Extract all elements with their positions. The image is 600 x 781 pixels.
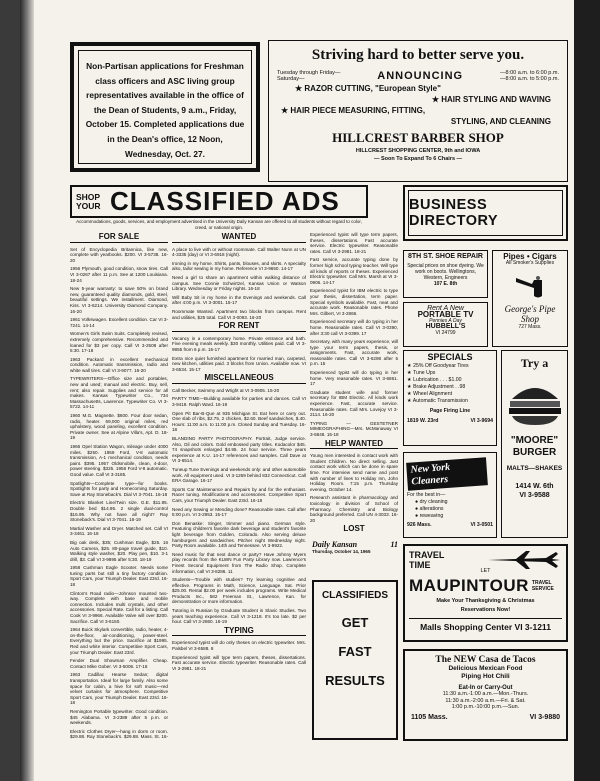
moore-phone: VI 3-9588: [519, 492, 550, 499]
typing-ad: Secretary, with many years experience, will type your term papers, thesis, or assignments. Fast, accurate work, reasonable rates. Call VI 3-6298 after 5 p.m. 15: [310, 339, 398, 367]
typing-heading: TYPING: [172, 628, 306, 637]
moore-address: 1414 W. 6th: [515, 483, 554, 490]
help-wanted-ad: Young men interested in contact work with Student Children. No direct selling. Just contact work which can be done in spare time. For interview send name and post with number of lines to Holiday Inn, John Holiday Room. 7:15 p.m. Thursday evening, October 14.: [310, 453, 398, 492]
for-sale-ad: Set of Encyclopedia Britannica, like new, complete with yearbooks. $200. VI 3-5738. 16-20: [70, 246, 168, 263]
hillcrest-days-2: Saturday—: [277, 76, 305, 82]
for-sale-ad: 1960 M.G. Magnette. $600. Four door sedan, radio, heater. 69,000 original miles, red upholstery, wood paneling, excellent condition. Private owner. See at Alpine Villa's, Apt. D. 18-19: [70, 413, 168, 441]
for-sale-ad: 1958 Cushman Eagle Scooter. Needs some tuning parts but still a tiny factory condition. Sport Cars, your Triumph Dealer. East 23rd. 16-18: [70, 565, 168, 588]
newspaper-page: [34, 0, 574, 781]
rent-tv-line-3: Pennies A Day: [429, 318, 462, 324]
misc-ad: Need music for that next dance or party? Have Johnny Myers play records from the KLWN Fun Party Library now. Lawrence's Finest Second Equipment from The Radio Shop. Complete information, call VI 3-8286. 11: [172, 551, 306, 574]
travel-location: Malls Shopping Center VI 3-1211: [409, 618, 562, 632]
maupintour-service: TRAVEL SERVICE: [531, 580, 554, 592]
misc-ad: Students—Trouble with studies? Try learning cognitive and effective. Programs in Math, Science, Language. Sat. Prior $25.00. Rental $2.00 per week includes programs. Write Medical Products Inc., 582 Freeman St., Lawrence, Kan. for demonstration or more information.: [172, 577, 306, 605]
business-directory-header: [403, 185, 568, 241]
for-sale-ad: Women's Girls Swim Suits. Completely revised, extremely comprehensive. Recommended and loaned for $3 per copy. Call VI 3-2508 after 5:30. 17-18: [70, 331, 168, 354]
cleaners-phone: VI 3-0501: [470, 522, 493, 528]
tacos-line-1: Delicious Mexican Food: [448, 665, 523, 672]
travel-line-1: Make Your Thanksgiving & Christmas: [436, 598, 535, 604]
airplane-icon: [486, 550, 562, 570]
typing-ad: Experienced typist will do typing in her home. Very reasonable rates. VI 3-6861. 17: [310, 370, 398, 387]
misc-ad: BLANDING PARTY PHOTOGRAPHY. Portrait, Judge service. Also, Oil and colors. Gold embossed party titles. Kodacolor $45. 74 snapshots enlarged $4.95. 24 hour service. Three years experience at K.U. 14-17 references and samples. Call Dave at VI 3-6514.: [172, 436, 306, 464]
for-sale-ad: New 5-year warranty: to save 50% on brand new, guaranteed quality diamonds, gold, steel, beautiful settings. We installment. Diamond, Kiss. VI 3-6214. University Diamond Company. 16-20: [70, 286, 168, 314]
hillcrest-days-1: Tuesday through Friday—: [277, 70, 341, 76]
specials-item: ★ Automatic Transmission: [407, 398, 468, 404]
hillcrest-hours-2: —8:00 a.m. to 5:00 p.m.: [499, 76, 559, 82]
typing-ad: Graduate student wife and former secretary for IBM Electric. All kinds work experience. Fast, accurate service. Reasonable rates. Call Mrs. Lovejoy VI 3-2114. 16-20: [310, 389, 398, 418]
hillcrest-announcing: ANNOUNCING: [377, 70, 464, 82]
tacos-phone: VI 3-9880: [529, 713, 560, 721]
burger-icon: [506, 377, 564, 429]
for-sale-heading: FOR SALE: [70, 234, 168, 243]
rent-tv-line-1: Rent A New: [427, 305, 464, 312]
travel-line-2: Reservations Now!: [460, 606, 511, 613]
moore-try: Try a: [520, 356, 549, 370]
business-directory-title: BUSINESS DIRECTORY: [408, 190, 563, 236]
wanted-column: [172, 232, 306, 740]
tacos-hours: 1:00 p.m.-10:00 p.m.—Sun.: [451, 704, 520, 710]
for-sale-ad: 1964 Buick Skylark convertible, radio, heater, 4-on-the-floor, air-conditioning, power-steel. Everything but the price. Sacrifice at $1995. Red and white interior. Competitive Sport Cars, your Triumph Dealer. East 23rd.: [70, 627, 168, 655]
for-sale-ad: 1963 Packard in excellent mechanical condition. Automatic transmission, radio and white wall tires. Call VI 3-9077. 16-20: [70, 356, 168, 373]
hillcrest-line-2: ★ HAIR STYLING AND WAVING: [431, 95, 551, 104]
hillcrest-line-1: ★ RAZOR CUTTING, "European Style": [295, 84, 441, 93]
classifieds-get-results-box: [312, 580, 398, 740]
help-wanted-ad: Research assistant in pharmacology and toxicology in division of School of Pharmacy. Chemistry and Biology background preferred. Call UN 4-3033. 16-20: [310, 495, 398, 523]
rent-tv-name: HUBBELL'S: [425, 323, 466, 330]
rent-tv-phone: VI 24799: [435, 330, 456, 336]
for-sale-ad: Spotlights—Complete type—for books. Spotlights for party and Homecoming Saturday. Save at Ray Stoneback's. Dial VI 3-7041. 16-18: [70, 480, 168, 497]
misc-ad: Tuneup Tune Evenings and weekends only: and other automobile work. All equipment used. VI 3-1269 behind 832 Connecticut. Call ERA Garage. 16-17: [172, 467, 306, 484]
cgfr-line-3: FAST: [338, 644, 372, 659]
for-sale-ad: 1966 Opel Station Wagon, mileage under 4000 miles. $250. 1959 Ford, V-8 automatic transmission, A-1 mechanical condition, needs paint. $395. 1957 Oldsmobile, clean, 4-door, power steering. $325. 1956 Ford V-8 automatic. Good value. Call VI 3-3185.: [70, 444, 168, 477]
for-rent-ad: Extra nice quiet furnished apartment for married man, carpeted, new kitchen, utilities paid. 3 blocks from Union. Available now. VI 3-6534. 15-17: [172, 355, 306, 372]
pipe-shop-head: Pipes • Cigars: [503, 252, 557, 261]
wanted-ad: Will Baby Sit in my home in the Evenings and weekends. Call after 4:00 p.m. VI 3-3001. 15-17: [172, 294, 306, 306]
specials-item: ★ Tune Ups: [407, 370, 436, 376]
tacos-eat: Eat-In or Carry-Out: [458, 685, 513, 691]
page-edge: [574, 0, 600, 781]
wanted-ad: Ironing in my home. Shirts, pants, blouses, and skirts. A specialty also, tailor sewing in my home. Reference VI 3-9650. 14-17: [172, 260, 306, 272]
misc-ad: Sports Car Maintenance and Repairs by and for the enthusiast. Racer tuning. Modifications and accessories. Competitive Sport Cars, your Triumph Dealer. East 23rd. 16-18: [172, 486, 306, 503]
hillcrest-address: HILLCREST SHOPPING CENTER, 9th and IOWA: [355, 148, 481, 154]
hillcrest-hours-1: —8:00 a.m. to 6:00 p.m.: [499, 70, 559, 76]
specials-title: SPECIALS: [427, 352, 473, 362]
shoe-repair-title: 8TH ST. SHOE REPAIR: [408, 253, 483, 260]
lost-heading: LOST: [310, 526, 398, 534]
specials-address: 1819 W. 23rd: [407, 418, 439, 424]
notice-box: [70, 42, 260, 172]
classified-title: CLASSIFIED ADS: [110, 186, 340, 216]
middle-column: [310, 232, 398, 534]
cleaners-item: ● reweaving: [415, 513, 444, 519]
for-sale-ad: Electric Clothes Dryer—hang in dorm or room. $29.88. Ray Stoneback's. $29.88. Mass. St. 16-: [70, 728, 168, 740]
cleaners-item: ● alterations: [415, 506, 444, 512]
misc-ad: Tutoring in Russian by Graduate Student in Slavic Studies. Two years teaching experience. Call VI 3-1218. It's too late. $2 per hour. Call VI 3-2860. 16-19: [172, 608, 306, 625]
for-sale-ad: Remington Portable typewriter. Good condition. $45 Alabama. VI 3-2389 after 5 p.m. or weekends.: [70, 708, 168, 726]
issue-date: Thursday, October 14, 1965: [312, 549, 371, 554]
for-rent-ad: Vacancy in a contemporary home. Private entrance and bath. Five evening meals weekly. $30 monthly. Utilities paid. Call VI 3-9855 from 6 p.m. 15-17: [172, 335, 306, 352]
specials-name: Page Firing Line: [429, 408, 471, 414]
specials-item: ★ Wheel Alignment: [407, 391, 453, 397]
cgfr-line-1: CLASSIFIEDS: [321, 590, 389, 601]
rent-tv-ad: [403, 302, 488, 347]
typing-ad: Experienced typist will type term papers, theses, dissertations. Fast accurate service. Electric typewriter. Reasonable rates. Call VI 3-2981. 18-21: [310, 232, 398, 254]
typing-ad: Experienced typist will type term papers, theses, dissertations. Fast accurate service. Electric typewriter. Reasonable rates. Call VI 3-2981. 18-21: [172, 654, 306, 671]
pipe-shop-sub: All Smoker's Supplies: [505, 260, 555, 266]
wanted-heading: WANTED: [172, 234, 306, 243]
hillcrest-hours: [277, 70, 559, 82]
tacos-line-2: Piping Hot Chili: [461, 673, 510, 680]
for-sale-column: [70, 232, 168, 740]
typing-ad: Fast service, accurate typing done by former high school typing teacher. Will type all kinds of reports or theses. Experienced Electric typewriter. Call Mrs. Marsh at VI 3-0906. 14-17: [310, 257, 398, 285]
hillcrest-line-4: STYLING, AND CLEANING: [450, 117, 551, 126]
pipe-shop-address: 727 Mass.: [518, 324, 542, 330]
for-rent-heading: FOR RENT: [172, 323, 306, 332]
misc-ad: Open Pit Bar-B-Que at 935 Michigan St. Eat here or carry out. One slab of ribs, $2.75, 2 chicken, $2.60. Beef sandwiches, $.40. Hours: 11:00 a.m. to 11:00 p.m. Closed Sunday and Tuesday. 16-18: [172, 410, 306, 433]
notice-text: Non-Partisan applications for Freshman class officers and ASC living group representatives available in the office of the Dean of Students, 9 a.m., Friday, October 15. Completed applications due in the Dean's office, 12 Noon, Wednesday, Oct. 27.: [78, 50, 252, 164]
misc-ad: Need any Sewing or Mending done? Reasonable rates. Call after 5:00 p.m. VI 3-2953. 15-17: [172, 506, 306, 518]
for-sale-ad: TYPEWRITERS—Office size and portables, new and used; manual and electric. Buy, sell, rent; also repair. Supplies and service for all makes. Kansas Typewriter Co., 734 Massachusetts, Lawrence. Typewriter Co. VI 3-5722. 14-11: [70, 376, 168, 410]
tacos-address: 1105 Mass.: [411, 713, 448, 721]
moore-name: "MOORE" BURGER: [510, 435, 559, 458]
page-binding: [0, 0, 34, 781]
page-number: 11: [390, 540, 398, 549]
tacos-hours: 11:30 a.m.-1:00 a.m.—Mon.-Thurs.: [442, 691, 529, 697]
cleaners-address: 926 Mass.: [407, 522, 432, 528]
cgfr-line-4: RESULTS: [325, 673, 385, 688]
travel-let: LET: [480, 568, 491, 574]
maupintour-ad: [403, 544, 568, 642]
hillcrest-headline: Striving hard to better serve you.: [311, 47, 525, 63]
for-sale-ad: 1956 Plymouth, good condition, snow tires. Call VI 3-0267 after 11 p.m. See at 1200 Louisiana. 18-24: [70, 266, 168, 283]
typing-ad: Experienced secretary will do typing in her home. Reasonable rates. Call VI 3-0390, after 3:30 call VI 3-0399. 17: [310, 319, 398, 336]
specials-item: ★ Brake Adjustment . .98: [407, 384, 466, 390]
for-sale-ad: Big oak desk, $35; Cushman Eagle, $25. 16 Auto Camera, $25. 80-page travel guide, $10. Walking style washer, $20. Play pen, $10. 3-1 drill, $3. Call VI 3-9895 after 5:30. 18-19: [70, 539, 168, 562]
misc-heading: MISCELLANEOUS: [172, 375, 306, 384]
cleaners-logo: New York Cleaners: [406, 457, 488, 491]
pipe-shop-ad: [492, 250, 568, 347]
classified-subtitle: Accommodations, goods, services, and employment advertised in the University Daily Kansan are offered to all students without regard to color, creed, or national origin.: [76, 219, 362, 230]
specials-phone: VI 3-9694: [470, 418, 493, 424]
for-sale-ad: Fender Dual Showman Amplifier. Cheap. Contact Mike Gober. VI 3-5006. 17-18: [70, 658, 168, 669]
wanted-ad: A place to live with or without roommate. Call Walter Nunn at UN 4-3335 (day) or VI 3-6918 (night).: [172, 246, 306, 258]
moore-malts: MALTS—SHAKES: [506, 465, 563, 472]
for-sale-ad: 1961 Volkswagen. Excellent condition. Car VI 3-7241. 14-14: [70, 317, 168, 328]
cleaners-item: ● dry cleaning: [415, 499, 448, 505]
typing-ad: Experienced typist will do only theses on electric typewriter. Mrs. Palsbel VI 3-6588. 8: [172, 640, 306, 652]
daily-kansan-folio: [312, 540, 398, 554]
tacos-title: The NEW Casa de Tacos: [435, 655, 536, 665]
classified-shop-your: SHOP YOUR: [76, 191, 101, 211]
tacos-hours: 11:30 a.m.-2:00 a.m.—Fri. & Sat.: [445, 697, 526, 704]
shoe-repair-ad: [403, 250, 488, 298]
shoe-repair-text: Special prices on shoe dyeing. We work on boots. Wellingtons, Western, Engineers: [407, 263, 484, 281]
specials-ad: [403, 350, 497, 446]
classified-header: [70, 185, 368, 218]
shoe-repair-address: 107 E. 8th: [433, 281, 458, 287]
for-sale-ad: Martial Washer and Dryer. Matched set. Call VI 3-3461. 16-18: [70, 525, 168, 537]
help-wanted-heading: HELP WANTED: [310, 441, 398, 450]
hillcrest-name: HILLCREST BARBER SHOP: [332, 130, 504, 145]
maupintour-name: MAUPINTOUR: [409, 576, 529, 595]
misc-ad: Don Benaske: Singer, trimmer and piano. German style. Featuring children's favorite dark beverage and student's favorite light beverage from Golden, Colorado. Also serving deluxe hamburgers and sandwiches. Pitcher night Wednesday night. Party Room available. 14th and Tennessee. VI 3-9922.: [172, 520, 306, 549]
travel-title: TRAVEL TIME: [409, 550, 445, 570]
wanted-ad: Roommate Wanted. Apartment two blocks from campus. Rent and utilities, $25 total. Call VI 3-0093. 16-20: [172, 308, 306, 320]
misc-ad: PARTY TIME—Building available for parties and dances. Call VI 3-9419. Ralph Ward. 16-19: [172, 396, 306, 408]
wanted-ad: Need a girl to share an apartment within walking distance of campus. See Connie Schwirtzel, Kansas Union or Watson Library. Wednesday or Friday nights. 16-18: [172, 274, 306, 292]
rent-tv-line-2: PORTABLE TV: [417, 310, 474, 319]
pipe-icon: [512, 270, 548, 300]
casa-de-tacos-ad: [403, 649, 568, 741]
moore-burger-ad: [501, 350, 568, 538]
cleaners-ad: [403, 452, 497, 538]
cleaners-tag: For the best in—: [407, 492, 446, 498]
hillcrest-slogan: — Soon To Expand To 6 Chairs —: [373, 156, 463, 162]
typing-ad: Experienced typist for IBM electric to type your thesis, dissertation, term paper. Special symbols available. Fast, neat and accurate work. Reasonable rates. Phone Mrs. Gilbert, VI 3-2866.: [310, 288, 398, 316]
for-sale-ad: Clinton's Road radio—Johnson mounted two-way. Complete with base and mobile connection. Includes multi crystals, and other accessories. Special Rate. Call for a listing. Call Cook VI 3-9966. Available Valve will over $200. Sacrifice. Call VI 3-6150.: [70, 590, 168, 624]
cgfr-line-2: GET: [341, 615, 369, 630]
pipe-shop-name: George's Pipe Shop: [504, 304, 556, 324]
for-sale-ad: Electric Blanket Line/Twin size. G.E. $11.95. Double bed $14.95. 2 single dual-control $16.95. Why not have all night? Ray Stoneback's. Dial VI 3-7041. 16-19: [70, 500, 168, 523]
specials-item: ★ Lubrication . . . $1.00: [407, 377, 462, 383]
specials-item: ★ 25% Off Goodyear Tires: [407, 363, 469, 369]
typing-ad: TYPING — GESTETNER MIMEOGRAPHING—Mrs. McManaway VI 3-6848. 15-18: [310, 420, 398, 437]
misc-ad: Call Becker, Swimmy and Wright at VI 3-0905. 15-20: [172, 387, 280, 393]
for-sale-ad: 1963 Cadillac Hearse Sedan; digital transportation. Ideal for large family. Also some space for cabin, a hive for soft music—red velvet curtains for atmosphere. Competitive Sport Cars, your Triumph Dealer. East 23rd. 16-18: [70, 672, 168, 706]
hillcrest-ad: [268, 40, 568, 182]
hillcrest-line-3: ★ HAIR PIECE MEASURING, FITTING,: [281, 106, 426, 115]
daily-kansan-name: Daily Kansan: [312, 540, 358, 549]
